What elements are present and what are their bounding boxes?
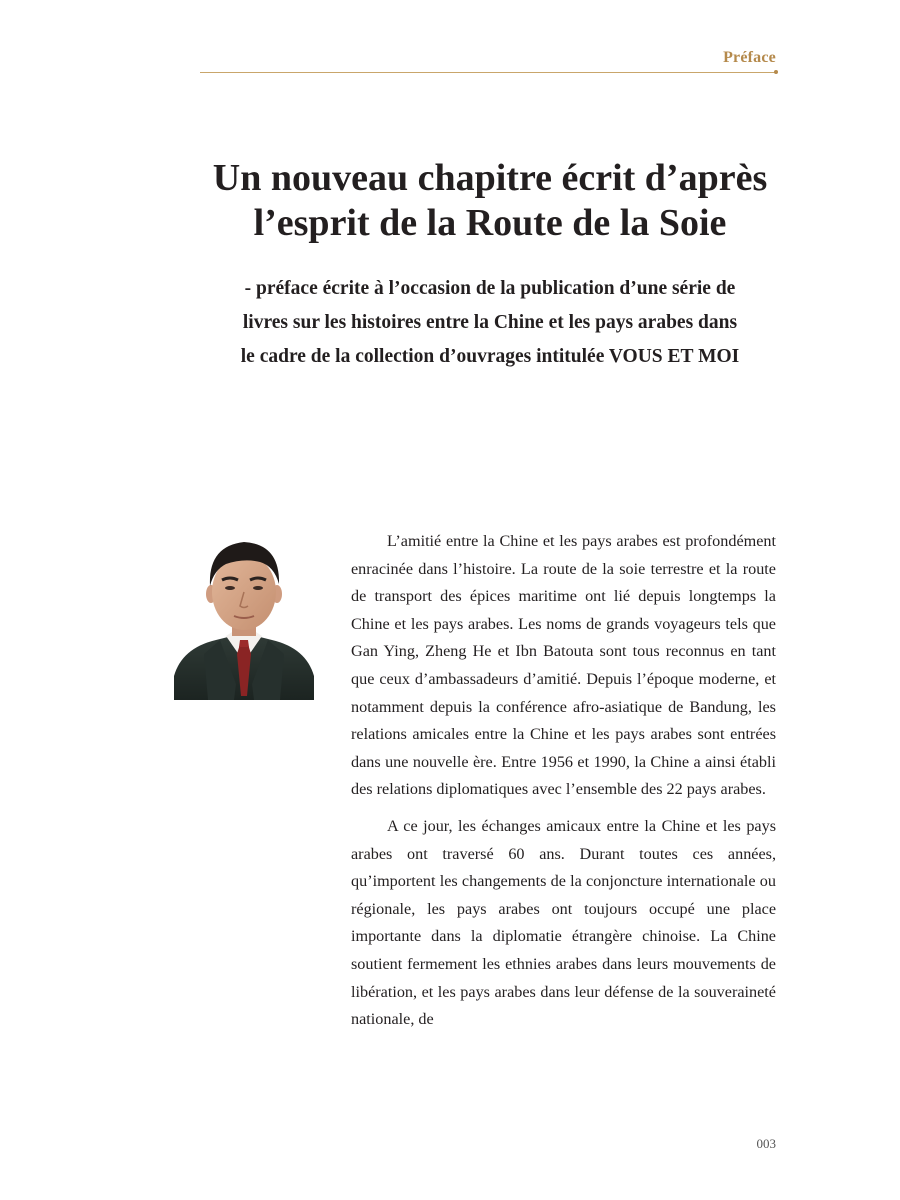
page-title <box>150 156 830 246</box>
body-paragraph-1: L’amitié entre la Chine et les pays arabes est profondément enracinée dans l’histoire. La route de la soie terrestre et la route de transport des épices maritime ont lié depuis longtemps la Chine et les pays arabes. Les noms de grands voyageurs tels que Gan Ying, Zheng He et Ibn Batouta sont tous reconnus en tant que ceux d’ambassadeurs d’amitié. Depuis l’époque moderne, et notamment depuis la conférence afro-asiatique de Bandung, les relations amicales entre la Chine et les pays arabes sont entrées dans une nouvelle ère. Entre 1956 et 1990, la Chine a ainsi établi des relations diplomatiques avec l’ensemble des 22 pays arabes. <box>351 532 776 799</box>
subtitle-line-3: le cadre de la collection d’ouvrages intitulée VOUS ET MOI <box>240 346 740 367</box>
subtitle-line-1: - préface écrite à l’occasion de la publication d’une série de <box>244 278 736 299</box>
title-line-1: Un nouveau chapitre écrit d’après <box>212 157 768 199</box>
header-rule <box>200 72 776 73</box>
page-number: 003 <box>756 1136 776 1151</box>
author-portrait <box>174 536 314 700</box>
page-subtitle <box>170 272 810 374</box>
body-text <box>351 528 776 1043</box>
portrait-illustration <box>174 536 314 700</box>
body-paragraph-2: A ce jour, les échanges amicaux entre la Chine et les pays arabes ont traversé 60 ans. Durant toutes ces années, qu’importent les changements de la conjoncture internationale ou régionale, les pays arabes ont toujours occupé une place importante dans la diplomatie étrangère chinoise. La Chine soutient fermement les ethnies arabes dans leurs mouvements de libération, et les pays arabes dans leur défense de la souveraineté nationale, de <box>351 816 776 1029</box>
running-head <box>200 49 776 75</box>
header-rule-dot <box>774 70 778 74</box>
subtitle-line-2: livres sur les histoires entre la Chine et les pays arabes dans <box>242 312 738 333</box>
section-label: Préface <box>723 49 776 66</box>
title-line-2: l’esprit de la Route de la Soie <box>253 202 727 244</box>
